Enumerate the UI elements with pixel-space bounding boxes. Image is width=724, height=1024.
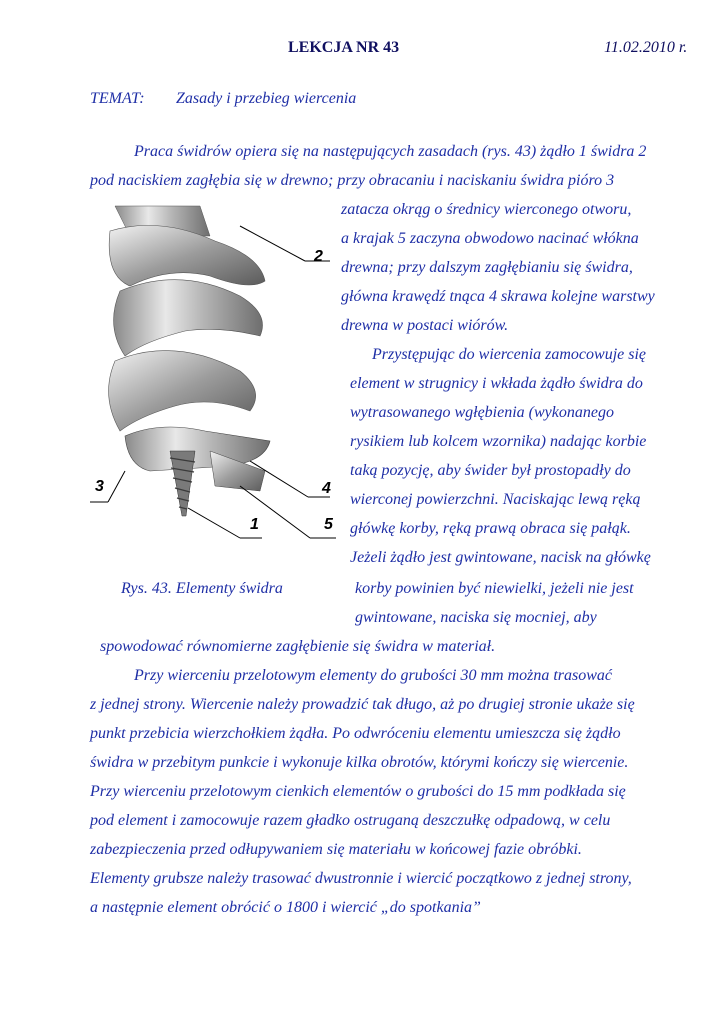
text-line: drewna w postaci wiórów. [341, 317, 509, 334]
topic-label: TEMAT: [90, 90, 145, 107]
topic-text: Zasady i przebieg wiercenia [176, 90, 357, 107]
text-line: taką pozycję, aby świder był prostopadły do [350, 462, 631, 479]
lesson-title: LEKCJA NR 43 [288, 39, 400, 56]
text-line: Praca świdrów opiera się na następujących zasadach (rys. 43) żądło 1 świdra 2 [134, 143, 647, 160]
text-line: gwintowane, naciska się mocniej, aby [355, 609, 597, 626]
text-line: element w strugnicy i wkłada żądło świdra do [350, 375, 643, 392]
callout-1: 1 [250, 516, 259, 533]
text-line: punkt przebicia wierzchołkiem żądła. Po odwróceniu elementu umieszcza się żądło [90, 725, 621, 742]
text-line: wytrasowanego wgłębienia (wykonanego [350, 404, 614, 421]
callout-4: 4 [322, 480, 331, 497]
figure-caption: Rys. 43. Elementy świdra [121, 580, 283, 597]
text-line: pod naciskiem zagłębia się w drewno; przy obracaniu i naciskaniu świdra pióro 3 [90, 172, 615, 189]
text-line: wierconej powierzchni. Naciskając lewą ręką [350, 491, 641, 508]
text-line: z jednej strony. Wiercenie należy prowadzić tak długo, aż po drugiej stronie ukaże się [90, 696, 635, 713]
text-line: Przystępując do wiercenia zamocowuje się [372, 346, 647, 363]
text-line: a krajak 5 zaczyna obwodowo nacinać włókna [341, 230, 639, 247]
text-line: drewna; przy dalszym zagłębianiu się świdra, [341, 259, 633, 276]
text-line: główkę korby, ręką prawą obraca się pałąk. [350, 520, 631, 537]
text-line: zabezpieczenia przed odłupywaniem się materiału w końcowej fazie obróbki. [90, 841, 582, 858]
drill-bit-illustration [90, 196, 350, 566]
drill-bit-figure [90, 196, 350, 566]
text-line: Jeżeli żądło jest gwintowane, nacisk na główkę [350, 549, 651, 566]
text-line: a następnie element obrócić o 1800 i wiercić „do spotkania” [90, 899, 481, 916]
text-line: pod element i zamocowuje razem gładko ostruganą deszczułkę odpadową, w celu [90, 812, 611, 829]
text-line: Przy wierceniu przelotowym elementy do grubości 30 mm można trasować [134, 667, 613, 684]
text-line: Elementy grubsze należy trasować dwustronnie i wiercić początkowo z jednej strony, [90, 870, 632, 887]
text-line: główna krawędź tnąca 4 skrawa kolejne warstwy [341, 288, 655, 305]
callout-5: 5 [324, 516, 333, 533]
callout-3: 3 [95, 478, 104, 495]
text-line: spowodować równomierne zagłębienie się świdra w materiał. [100, 638, 496, 655]
text-line: świdra w przebitym punkcie i wykonuje kilka obrotów, którymi kończy się wiercenie. [90, 754, 629, 771]
text-line: korby powinien być niewielki, jeżeli nie jest [355, 580, 634, 597]
text-line: Przy wierceniu przelotowym cienkich elementów o grubości do 15 mm podkłada się [90, 783, 626, 800]
text-line: zatacza okrąg o średnicy wierconego otworu, [341, 201, 632, 218]
lesson-date: 11.02.2010 r. [604, 39, 688, 56]
callout-2: 2 [314, 248, 323, 265]
text-line: rysikiem lub kolcem wzornika) nadając korbie [350, 433, 647, 450]
